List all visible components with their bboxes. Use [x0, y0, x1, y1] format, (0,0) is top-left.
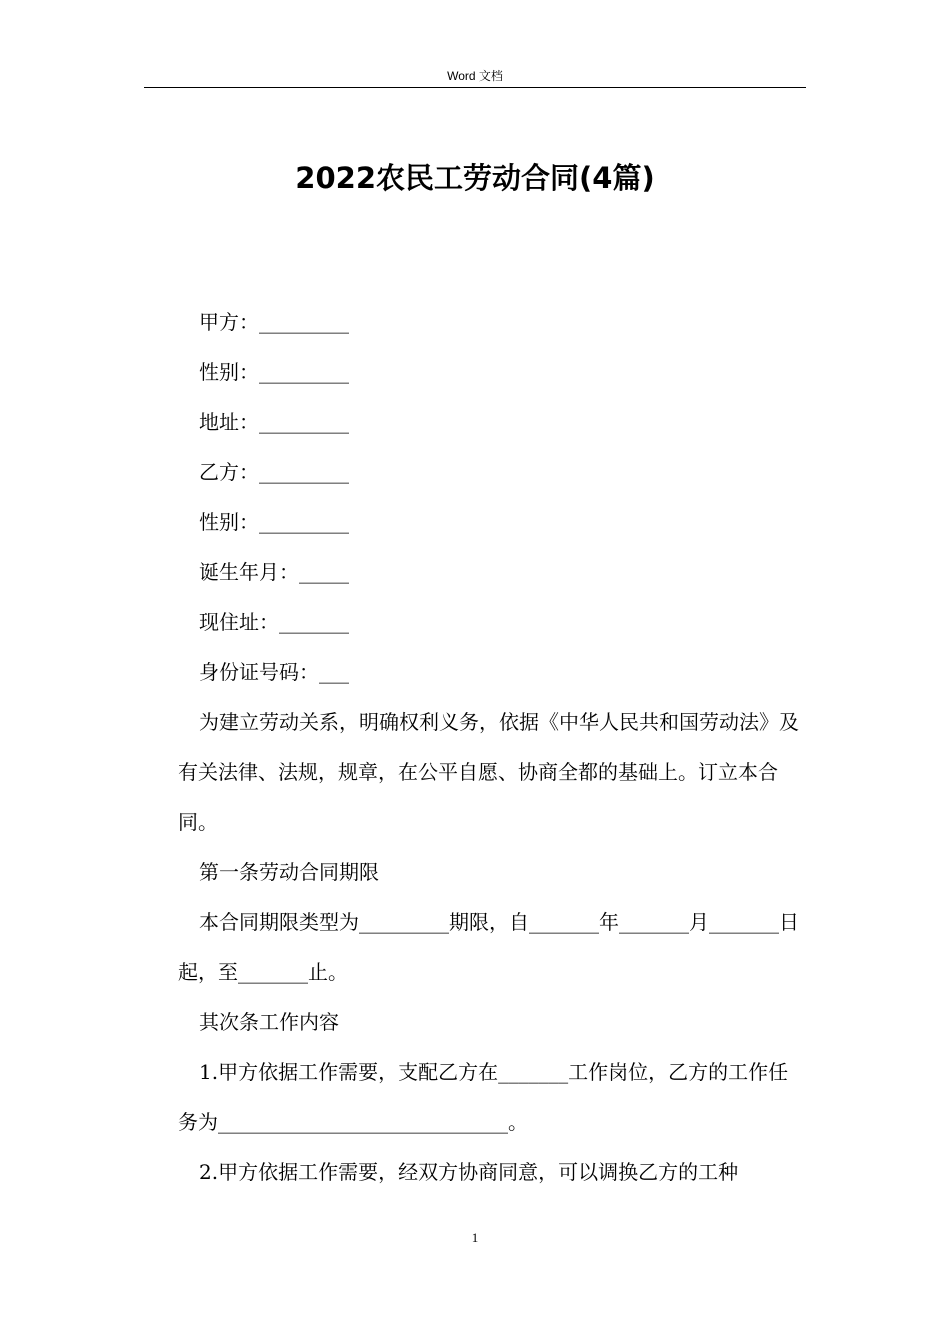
party-a-address-field: 地址：_________: [199, 410, 349, 434]
party-b-birth-field: 诞生年月：_____: [199, 560, 349, 584]
party-b-residence-field: 现住址：_______: [199, 610, 349, 634]
page-header: Word 文档: [447, 69, 503, 83]
article-2-item-2: 2.甲方依据工作需要，经双方协商同意，可以调换乙方的工种: [199, 1160, 739, 1184]
article-1-term-paragraph: 本合同期限类型为_________期限，自_______年_______月_______日起，至_______止。: [178, 910, 799, 984]
article-2-item-1: 1.甲方依据工作需要，支配乙方在_______工作岗位，乙方的工作任务为_____________________________。: [178, 1060, 789, 1134]
party-a-gender-field: 性别：_________: [199, 360, 349, 384]
preamble-paragraph: 为建立劳动关系，明确权利义务，依据《中华人民共和国劳动法》及有关法律、法规，规章，在公平自愿、协商全都的基础上。订立本合同。: [178, 710, 799, 834]
party-b-field: 乙方：_________: [199, 460, 349, 484]
page-number: 1: [471, 1230, 479, 1245]
article-2-heading: 其次条工作内容: [199, 1010, 339, 1034]
article-1-heading: 第一条劳动合同期限: [199, 860, 379, 884]
party-a-field: 甲方：_________: [199, 310, 349, 334]
header-divider: [144, 87, 806, 88]
document-body: [178, 297, 806, 1197]
party-b-id-field: 身份证号码：___: [199, 660, 349, 684]
document-title: 2022农民工劳动合同(4篇): [295, 161, 655, 195]
party-b-gender-field: 性别：_________: [199, 510, 349, 534]
